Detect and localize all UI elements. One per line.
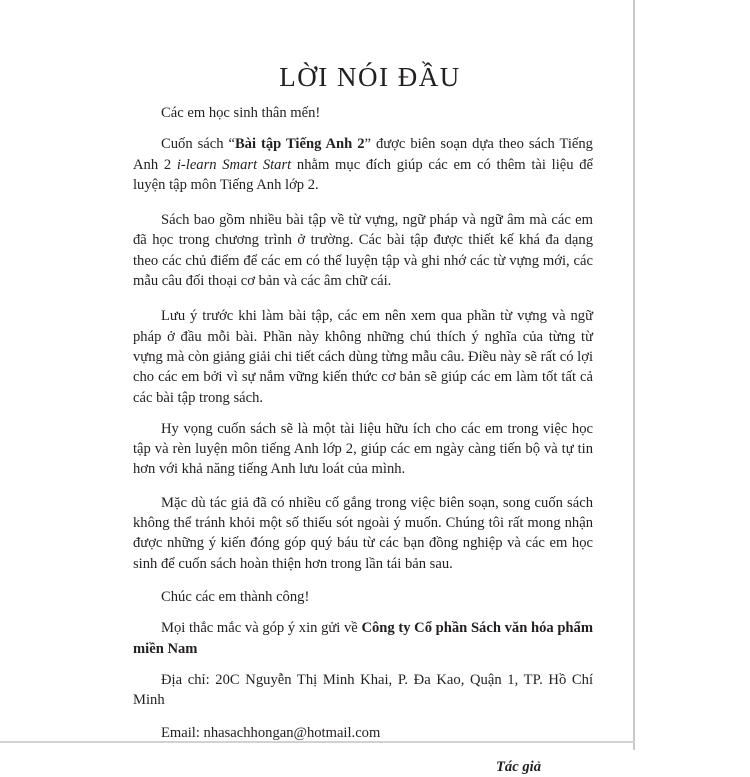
document-body — [133, 103, 593, 777]
paragraph-contents: Sách bao gồm nhiều bài tập về từ vựng, ngữ pháp và ngữ âm mà các em đã học trong chương trình ở trường. Các bài tập được thiết kế khá đa dạng theo các chủ điểm để các em có thể luyện tập và ghi nhớ các từ vựng mới, các mẫu câu đối thoại cơ bản và các âm chữ cái. — [133, 212, 593, 290]
author-signature: Tác giả — [496, 758, 541, 775]
page-title: LỜI NÓI ĐẦU — [279, 62, 461, 92]
page-edge-right — [633, 0, 635, 750]
greeting: Các em học sinh thân mến! — [161, 105, 321, 121]
p1-before: Cuốn sách “ — [161, 136, 235, 153]
p1-after: nhằm mục đích giúp các em có thêm tài liệu để luyện tập môn Tiếng Anh lớp 2. — [133, 156, 594, 193]
paragraph-feedback: Mặc dù tác giả đã có nhiều cố gắng trong việc biên soạn, song cuốn sách không thể tránh khỏi một số thiếu sót ngoài ý muốn. Chúng tôi rất mong nhận được những ý kiến đóng góp quý báu từ các bạn đồng nghiệp và các em học sinh để cuốn sách hoàn thiện hơn trong lần tái bản sau. — [133, 494, 593, 572]
paragraph-intro — [133, 134, 593, 195]
contact-intro: Mọi thắc mắc và góp ý xin gửi về — [161, 620, 362, 637]
contact-line — [133, 618, 593, 659]
paragraph-note: Lưu ý trước khi làm bài tập, các em nên xem qua phần từ vựng và ngữ pháp ở đầu mỗi bài. Phần này không những chú thích ý nghĩa của từng từ vựng mà còn giảng giải chi tiết cách dùng từng mẫu câu. Điều này sẽ rất có lợi cho các em bởi vì sự nắm vững kiến thức cơ bản sẽ giúp các em làm tốt tất cả các bài tập trong sách. — [133, 308, 593, 406]
closing-line: Chúc các em thành công! — [161, 588, 310, 605]
address-line: Địa chỉ: 20C Nguyễn Thị Minh Khai, P. Đa Kao, Quận 1, TP. Hồ Chí Minh — [133, 671, 593, 709]
company-name: Công ty Cổ phần Sách văn hóa phẩm miền Nam — [133, 620, 594, 657]
book-title: Bài tập Tiếng Anh 2 — [234, 136, 365, 153]
email-line: Email: nhasachhongan@hotmail.com — [161, 725, 381, 742]
p1-middle: ” được biên soạn dựa theo sách Tiếng Anh 2 — [133, 136, 593, 173]
series-name: i-learn Smart Start — [176, 156, 292, 173]
paragraph-hope: Hy vọng cuốn sách sẽ là một tài liệu hữu ích cho các em trong việc học tập và rèn luyện môn tiếng Anh lớp 2, giúp các em ngày càng tiến bộ và tự tin hơn với khả năng tiếng Anh lưu loát của mình. — [133, 420, 593, 478]
